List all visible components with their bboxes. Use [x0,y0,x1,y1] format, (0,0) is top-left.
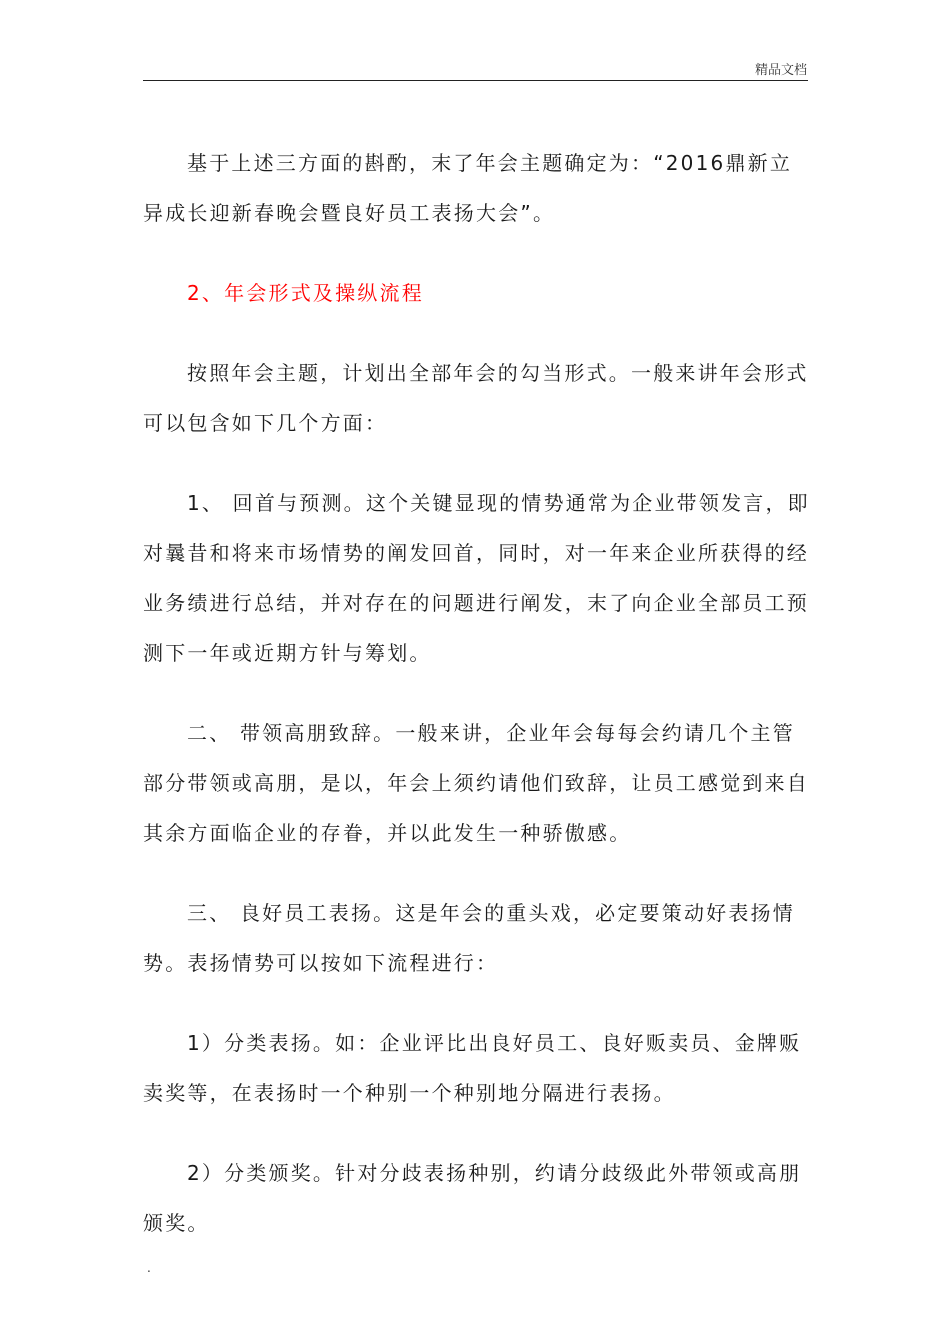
header-label: 精品文档 [754,63,807,78]
paragraph-item-awards: 三、 良好员工表扬。这是年会的重头戏，必定要策动好表扬情势。表扬情势可以按如下流程进行： [143,901,795,975]
header-rule [143,80,808,81]
section-heading: 2、年会形式及操纵流程 [187,281,424,305]
document-body [143,138,813,1248]
paragraph-item-speech: 二、 带领高朋致辞。一般来讲，企业年会每每会约请几个主管部分带领或高朋，是以，年会上须约请他们致辞，让员工感觉到来自其余方面临企业的存眷，并以此发生一种骄傲感。 [143,721,809,845]
paragraph-subitem-categories: 1）分类表扬。如：企业评比出良好员工、良好贩卖员、金牌贩卖奖等，在表扬时一个种别一个种别地分隔进行表扬。 [143,1031,802,1105]
paragraph-theme: 基于上述三方面的斟酌，末了年会主题确定为：“2016鼎新立异成长迎新春晚会暨良好员工表扬大会”。 [143,151,793,225]
paragraph-intro: 按照年会主题，计划出全部年会的勾当形式。一般来讲年会形式可以包含如下几个方面： [143,361,809,435]
paragraph-item-review: 1、 回首与预测。这个关键显现的情势通常为企业带领发言，即对曩昔和将来市场情势的阐发回首，同时，对一年来企业所获得的经业务绩进行总结，并对存在的问题进行阐发，末了向企业全部员工预测下一年或近期方针与筹划。 [143,491,810,665]
footer-mark: . [147,1261,151,1275]
paragraph-subitem-presenting: 2）分类颁奖。针对分歧表扬种别，约请分歧级此外带领或高朋颁奖。 [143,1161,802,1235]
